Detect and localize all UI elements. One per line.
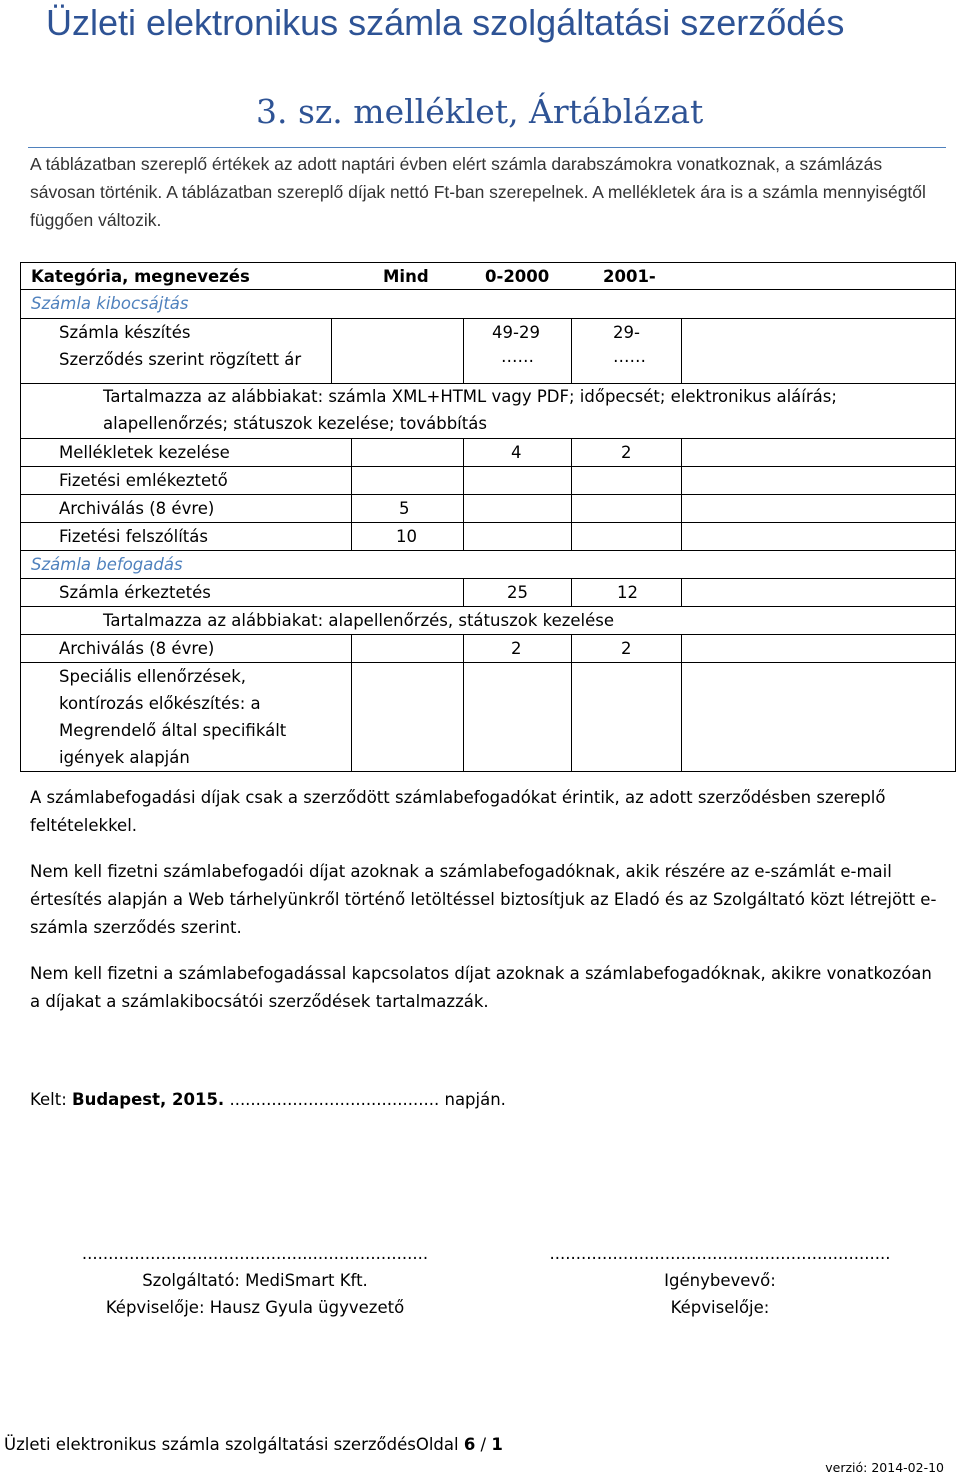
special-line3: Megrendelő által specifikált	[59, 721, 287, 740]
includes-receive: Tartalmazza az alábbiakat: alapellenőrzés, státuszok kezelése	[103, 611, 615, 630]
paragraph-no-fee-email: Nem kell fizetni számlabefogadói díjat azoknak a számlabefogadóknak, akik részére az e-számlát e-mail értesítés alapján a Web tárhelyünkről történő letöltéssel biztosítjuk az Eladó és az Szolgáltató közt létrejött e-számla szerződés szerint.	[30, 862, 937, 937]
document-title: Üzleti elektronikus számla szolgáltatási szerződés	[46, 2, 845, 43]
payment-notice-label: Fizetési felszólítás	[59, 527, 208, 546]
table-col-rule	[331, 318, 332, 383]
signature-client-dots: .................................................................	[549, 1244, 891, 1263]
table-col-rule	[571, 578, 572, 606]
footer-text: Üzleti elektronikus számla szolgáltatási szerződésOldal	[4, 1435, 464, 1454]
signature-client-name: Igénybevevő:	[664, 1271, 776, 1290]
table-col-rule	[681, 578, 682, 606]
table-col-rule	[681, 438, 682, 550]
archive-issue-all: 5	[399, 499, 410, 518]
footer-page: 6	[463, 1435, 476, 1454]
special-line4: igények alapján	[59, 748, 190, 767]
header-all: Mind	[383, 267, 429, 286]
table-col-rule	[463, 634, 464, 772]
includes-issue-line1: Tartalmazza az alábbiakat: számla XML+HTML vagy PDF; időpecsét; elektronikus aláírás;	[103, 387, 837, 406]
table-col-rule	[681, 634, 682, 772]
archive-receive-band2: 2	[621, 639, 632, 658]
price-table	[20, 262, 956, 772]
page-footer	[4, 1435, 503, 1454]
header-category: Kategória, megnevezés	[31, 267, 250, 286]
signature-provider-name: Szolgáltató: MediSmart Kft.	[142, 1271, 368, 1290]
date-place: Budapest, 2015.	[72, 1090, 225, 1109]
payment-notice-all: 10	[396, 527, 417, 546]
table-col-rule	[351, 438, 352, 550]
invoice-create-band1-dots: ……	[501, 347, 534, 366]
signature-provider-representative: Képviselője: Hausz Gyula ügyvezető	[105, 1298, 405, 1317]
date-suffix: ........................................ napján.	[224, 1090, 506, 1109]
invoice-create-band1: 49-29	[492, 323, 540, 342]
includes-issue-line2: alapellenőrzés; státuszok kezelése; továbbítás	[103, 414, 487, 433]
table-col-rule	[351, 634, 352, 772]
receive-label: Számla érkeztetés	[59, 583, 211, 602]
date-prefix: Kelt:	[30, 1090, 73, 1109]
attachments-band1: 4	[511, 443, 522, 462]
archive-receive-label: Archiválás (8 évre)	[59, 639, 215, 658]
archive-receive-band1: 2	[511, 639, 522, 658]
invoice-create-band2-dots: ……	[613, 347, 646, 366]
special-line1: Speciális ellenőrzések,	[59, 667, 247, 686]
section-receive: Számla befogadás	[31, 555, 183, 574]
archive-issue-label: Archiválás (8 évre)	[59, 499, 215, 518]
receive-band1: 25	[507, 583, 528, 602]
reminder-label: Fizetési emlékeztető	[59, 471, 228, 490]
signature-provider	[40, 1240, 470, 1321]
table-col-rule	[463, 578, 464, 606]
header-band1: 0-2000	[485, 267, 550, 286]
header-band2: 2001-	[603, 267, 656, 286]
table-col-rule	[571, 634, 572, 772]
paragraph-receiver-fees: A számlabefogadási díjak csak a szerződött számlabefogadókat érintik, az adott szerződésben szereplő feltételekkel.	[30, 788, 886, 835]
signature-client	[510, 1240, 930, 1321]
special-line2: kontírozás előkészítés: a	[59, 694, 261, 713]
footer-total: 1	[491, 1435, 503, 1454]
intro-paragraph: A táblázatban szereplő értékek az adott naptári évben elért számla darabszámokra vonatkoznak, a számlázás sávosan történik. A táblázatban szereplő díjak nettó Ft-ban szerepelnek. A mellékletek ára is a számla mennyiségtől függően változik.	[30, 154, 926, 230]
table-col-rule	[463, 318, 464, 383]
section-issue: Számla kibocsájtás	[31, 294, 189, 313]
invoice-create-label: Számla készítés	[59, 323, 191, 342]
attachments-band2: 2	[621, 443, 632, 462]
invoice-create-sublabel: Szerződés szerint rögzített ár	[59, 350, 302, 369]
paragraph-no-fee-contract: Nem kell fizetni a számlabefogadással kapcsolatos díjat azoknak a számlabefogadóknak, akikre vonatkozóan a díjakat a számlakibocsátói szerződések tartalmazzák.	[30, 964, 932, 1011]
version-label: verzió: 2014-02-10	[825, 1460, 944, 1475]
table-col-rule	[463, 438, 464, 550]
table-col-rule	[571, 438, 572, 550]
signature-provider-dots: ..................................................................	[81, 1244, 429, 1263]
title-underline	[28, 147, 946, 148]
invoice-create-band2: 29-	[613, 323, 640, 342]
table-col-rule	[681, 318, 682, 383]
receive-band2: 12	[617, 583, 638, 602]
table-col-rule	[571, 318, 572, 383]
attachments-label: Mellékletek kezelése	[59, 443, 230, 462]
signature-client-representative: Képviselője:	[670, 1298, 770, 1317]
annex-title: 3. sz. melléklet, Ártáblázat	[256, 92, 704, 131]
footer-sep: /	[475, 1435, 492, 1454]
date-line	[30, 1086, 940, 1114]
